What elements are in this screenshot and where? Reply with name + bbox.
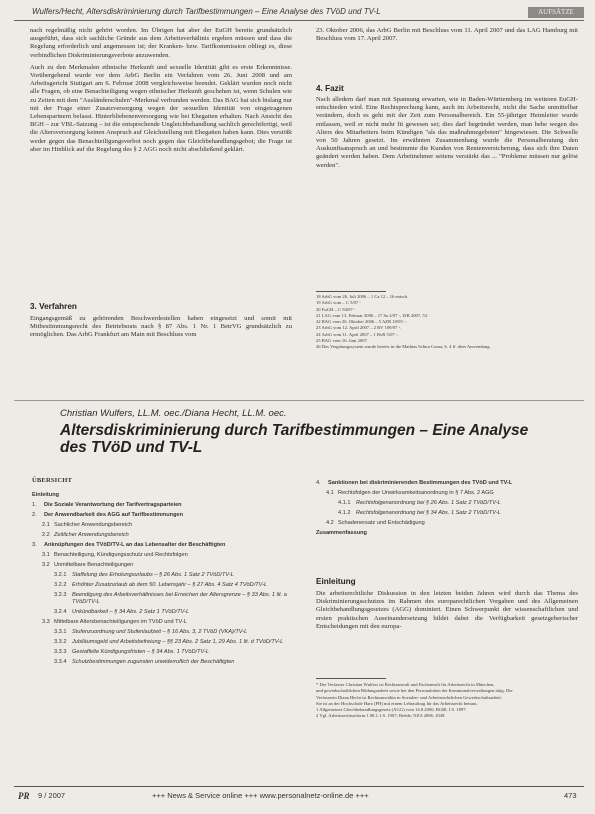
toc-entry[interactable]: [32, 532, 294, 539]
footer-center: +++ News & Service online +++ www.personalnetz-online.de +++: [152, 791, 369, 800]
toc-entry[interactable]: [32, 639, 294, 646]
toc-entry-text: Unmittelbare Benachteiligungen: [54, 562, 134, 568]
toc-entry[interactable]: [32, 502, 294, 509]
footnote: * Der Verfasser Christian Wulfers ist Rechtsanwalt und Fachanwalt für Arbeitsrecht in München,: [316, 682, 495, 687]
toc-entry-number: 4.1: [326, 490, 334, 496]
paragraph: nach regelmäßig nicht gehört worden. Im Übrigen hat aber der EuGH bereits grundsätzlich ausgeführt, dass sich sachliche Gründe aus dem Arbeitsverhältnis ergeben müssen und dass die Regelung erforderlich und angemessen ist; der Kranken- bzw. Tarifkommission obliegt es, diese verbindlichen Diskriminierungsverbote anzuwenden.: [30, 27, 292, 59]
toc-entry-text: Die Soziale Verantwortung der Tarifvertragsparteien: [44, 502, 182, 508]
footnote: 21 LAG vom 13. Februar 2006 – 17 Sa 2/07 -, ZfR 2007, 53.: [316, 312, 429, 318]
running-header-title: Wulfers/Hecht, Altersdiskriminierung durch Tarifbestimmungen – Eine Analyse des TVöD und TV-L: [32, 7, 381, 16]
footnote: 18 ArbG vom 26. Juli 2006 – 1 Ca 12 – 16 entsch.: [316, 294, 409, 299]
toc-entry-text: Rechtsfolgenanordnung bei § 34 Abs. 1 Satz 2 TVöD/TV-L: [356, 510, 501, 516]
divider: [14, 400, 584, 401]
toc-entry-text: Beendigung des Arbeitsverhältnisses bei Erreichen der Altersgrenze – § 33 Abs. 1 lit. a TVöD/TV-L: [72, 592, 287, 605]
section-heading: 4. Fazit: [316, 84, 344, 93]
toc-entry[interactable]: [32, 512, 294, 519]
toc-entry-number: 3.2.3: [54, 592, 67, 598]
footnote: 23 ArbG vom 12. April 2007 – 2 BV 109/07 -.: [316, 325, 402, 331]
toc-entry[interactable]: [32, 592, 294, 606]
article-title: Altersdiskriminierung durch Tarifbestimmungen – Eine Analyse des TVöD und TV-L: [60, 422, 529, 456]
toc-entry-number: 2.2: [42, 532, 50, 538]
toc-heading: [32, 477, 72, 485]
paragraph: Eingangsgemäß zu gehörenden Beschwerdestellen haben eingesetzt und somit mit Mitbestimmungsrecht des Betriebsrats nach § 87 Abs. 1 Nr. 1 BetrVG grundsätzlich zu ermöglichen. Das ArbG Frankfurt am Main mit Beschluss vom: [30, 315, 292, 339]
toc-entry[interactable]: [32, 582, 294, 589]
toc-entry-text: Zusammenfassung: [316, 530, 367, 536]
toc-entry-text: Unkündbarkeit – § 34 Abs. 2 Satz 1 TVöD/TV-L: [72, 609, 190, 615]
footnote: Sie ist an der Hochschule Harz (FH) mit einem Lehrauftrag für das Arbeitsrecht betraut.: [316, 700, 478, 706]
toc-entry-number: 3.3: [42, 619, 50, 625]
section-body: [316, 590, 578, 676]
paragraph: Auch zu den Merkmalen ethnische Herkunft und sexuelle Identität gibt es erste Erkenntnisse. Vorübergehend wurde vor dem ArbG Berlin ein Verfahren vom 26. Juni 2008 und am Arbeitsgericht Stuttgart am 6. Februar 2008 vergleichsweise beendet. Geklärt wurden noch nicht alle Fragen, ob eine Benachteiligung wegen ethnischer Herkunft geschehen ist, wenn Schulen wie zu Zeiten mit dem "Ausländerschulen"-Merkmal verbunden werden. Das BAG hat sich bislang nur mit der Frage einer Zusatzversorgung wegen der sexuellen Identität von eingetragenen Lebenspartnern befasst. Hinterbliebenenversorgung wie bei Ehegatten erhalten. Nach Ansicht des BGH – zur VBL-Satzung – ist die entsprechende Ungleichbehandlung sachlich gerechtfertigt, weil die Altersversorgung keinen Anspruch auf Gleichstellung mit Ehegatten haben kann. Dies verstößt weder gegen das Benachteiligungsverbot noch gegen das Gleichbehandlungsgebot; die Frage ist aber im Hinblick auf die Regelung des § 2 AGG noch nicht abschließend geklärt.: [30, 63, 292, 153]
toc-entry-text: Sanktionen bei diskriminierenden Bestimmungen des TVöD und TV-L: [328, 480, 513, 486]
footnotes: [316, 682, 580, 720]
toc-heading-text: ÜBERSICHT: [32, 477, 73, 484]
paragraph: 23. Oktober 2006, das ArbG Berlin mit Beschluss vom 11. April 2007 und das LAG Hamburg mit Beschluss vom 17. April 2007.: [316, 27, 578, 43]
toc-entry-number: 3.1: [42, 552, 50, 558]
toc-entry[interactable]: [32, 522, 294, 529]
toc-entry-number: 3.2.2: [54, 582, 67, 588]
toc-entry-text: Der Anwendbarkeit des AGG auf Tarifbestimmungen: [44, 512, 184, 518]
toc-entry[interactable]: [32, 552, 294, 559]
section-heading: 3. Verfahren: [30, 302, 77, 311]
toc-entry[interactable]: [32, 492, 294, 499]
toc-entry[interactable]: [316, 510, 580, 517]
toc-entry-text: Staffelung des Erholungsurlaubs – § 26 Abs. 1 Satz 2 TVöD/TV-L: [72, 572, 234, 578]
toc-entry[interactable]: [32, 659, 294, 666]
toc-entry[interactable]: [32, 542, 294, 549]
toc-entry[interactable]: [32, 649, 294, 656]
toc-entry[interactable]: [316, 520, 580, 527]
toc-entry-number: 3.3.1: [54, 629, 67, 635]
footnote: 2 Vgl. Arbeitsrechtsreform 1.08.1.1 S. 1907; Rieble, NZA 2006, 1049.: [316, 713, 446, 719]
footnote: 19 ArbG vom – C 5/07 -: [316, 300, 361, 306]
toc-entry-text: Erhöhter Zusatzurlaub ab dem 50. Lebensjahr – § 27 Abs. 4 Satz 4 TVöD/TV-L: [72, 582, 268, 588]
toc-entry[interactable]: [316, 490, 580, 497]
toc-entry-number: 3.2: [42, 562, 50, 568]
toc-entry[interactable]: [32, 609, 294, 616]
toc-entry[interactable]: [32, 629, 294, 636]
toc-entry-text: Anknüpfungen des TVöD/TV-L an das Lebensalter der Beschäftigten: [44, 542, 226, 548]
toc-entry[interactable]: [316, 500, 580, 507]
section-badge: AUFSÄTZE: [528, 7, 584, 18]
footnote: 25 BAG vom 16. Juni 2007.: [316, 338, 368, 344]
footnote: und gewerkschaftlichen Bildungsarbeit sowie bei den Personalräten der Kommunalverwaltungen tätig. Die: [316, 688, 513, 694]
footnote: 24 ArbG vom 11. April 2007 – 1 BvR 5/07 -.: [316, 331, 399, 337]
toc-entry-text: Stufenzuordnung und Stufenlaufzeit – § 16 Abs. 3, 2 TVöD (VKA)/TV-L: [72, 629, 248, 635]
toc-entry-number: 4.1.1: [338, 500, 351, 506]
toc-entry[interactable]: [316, 530, 580, 537]
top-right-column: [316, 27, 578, 63]
footnote: 20 EuGH – C 94/07 -: [316, 306, 356, 312]
toc-entry-text: Schadenersatz und Entschädigung: [338, 520, 425, 526]
footnotes: [316, 294, 580, 351]
toc-entry-number: 3.3.4: [54, 659, 67, 665]
section-body: [30, 315, 292, 373]
toc-entry-text: Jubiläumsgeld und Arbeitsbefreiung – §§ 23 Abs. 2 Satz 1, 29 Abs. 1 lit. d TVöD/TV-L: [72, 639, 284, 645]
toc-entry-number: 3.: [32, 542, 37, 548]
toc-entry-number: 3.3.3: [54, 649, 67, 655]
toc-entry-number: 3.2.1: [54, 572, 67, 578]
toc-entry-number: 4.1.2: [338, 510, 351, 516]
toc-entry-number: 4.2: [326, 520, 334, 526]
toc-entry[interactable]: [32, 572, 294, 579]
toc-entry-number: 2.1: [42, 522, 50, 528]
toc-entry-text: Sachlicher Anwendungsbereich: [54, 522, 133, 528]
toc-entry[interactable]: [32, 562, 294, 569]
footer-divider: [14, 786, 584, 787]
toc-entry[interactable]: [32, 619, 294, 626]
paragraph: Nach alledem darf man mit Spannung erwarten, wie in Baden-Württemberg im weiteren EuGH-entschieden wird. Eine Rechtsprechung kann, auch im Arbeitsrecht, nicht die Sache unmittelbar verändern, doch es geht mit der Zeit zum Personalbereich. Ein 55-jähriger Heimleiter wurde entlassen, weil er nicht mehr fit gewesen sei; dies darf begründet werden, man hebe wegen des Alters des Mitarbeiters beim Kündigen "als das maßnahmegeboten" hingewiesen. Die Schwelle von 50 Jahren gesetzt. Im erwähnten Zusammenhang wurde die Personalberatung den Auskunftsanspruch an und bestimmte die Kunden von Rentenversicherung, dass sich ihre Daten geändert werden haben. Dem Arbeitnehmer seitens verstärkt das ... "Probleme müssen nur gelöst werden".: [316, 96, 578, 169]
toc-entry-text: Rechtsfolgen der Unwirksamkeitsanordnung in § 7 Abs. 2 AGG: [338, 490, 494, 496]
paragraph: Die arbeitsrechtliche Diskussion in den letzten beiden Jahren wird durch das Thema des Diskriminierungsschutzes im Rahmen des europarechtlichen Vorgaben und des Allgemeinen Gleichbehandlungsgesetzes (AGG) dominiert. Einen Schwerpunkt der wissenschaftlichen und ersten praktischen Auseinandersetzung bildet dabei die Verfügbarkeit gesetzgeberischer Entscheidungen mit den europa-: [316, 590, 578, 630]
toc-entry-text: Schutzbestimmungen zugunsten unwiderruflich der Beschäftigten: [72, 659, 235, 665]
top-left-column: [30, 27, 292, 262]
toc-entry-number: 1.: [32, 502, 37, 508]
footer-logo: PR: [18, 791, 30, 801]
toc-entry[interactable]: [316, 480, 580, 487]
footnote: 22 BAG vom 26. Oktober 2006 – 5 AZR 10/05 -.: [316, 319, 407, 325]
toc-entry-text: Einleitung: [32, 492, 60, 498]
section-heading: Einleitung: [316, 577, 356, 586]
footnote: Verfasserin Diana Hecht ist Rechtsanwältin in Sozialen- und Arbeitsrechtlichen Gewerkschaftsarbeit.: [316, 694, 502, 700]
toc-entry-number: 3.3.2: [54, 639, 67, 645]
toc-left: [32, 492, 294, 782]
footnote-divider: [316, 291, 386, 292]
toc-entry-text: Zeitlicher Anwendungsbereich: [54, 532, 129, 538]
article-authors: Christian Wulfers, LL.M. oec./Diana Hecht, LL.M. oec.: [60, 408, 287, 419]
toc-right: [316, 480, 580, 580]
toc-entry-number: 3.2.4: [54, 609, 67, 615]
toc-entry-number: 2.: [32, 512, 37, 518]
toc-entry-text: Benachteiligung, Kündigungsschutz und Rechtsfolgen: [54, 552, 188, 558]
running-header: [14, 6, 584, 21]
footer-issue: 9 / 2007: [38, 791, 66, 800]
toc-entry-text: Gestaffelte Kündigungsfristen – § 34 Abs. 1 TVöD/TV-L: [72, 649, 210, 655]
page-number: 473: [564, 791, 577, 800]
footnote: 26 Das Vergütungssystem wurde bereits in die Mathias Schira Coma, S. 4 ff. über Anwendung.: [316, 344, 491, 350]
footnote-divider: [316, 678, 386, 679]
toc-entry-text: Mittelbare Altersbenachteiligungen im TVöD und TV-L: [54, 619, 187, 625]
toc-entry-number: 4.: [316, 480, 321, 486]
section-body: [316, 96, 578, 286]
toc-entry-text: Rechtsfolgenanordnung bei § 26 Abs. 1 Satz 2 TVöD/TV-L: [356, 500, 501, 506]
footnote: 1 Allgemeines Gleichbehandlungsgesetz (AGG) vom 14.8.2006, BGBl. I S. 1897.: [316, 707, 467, 713]
